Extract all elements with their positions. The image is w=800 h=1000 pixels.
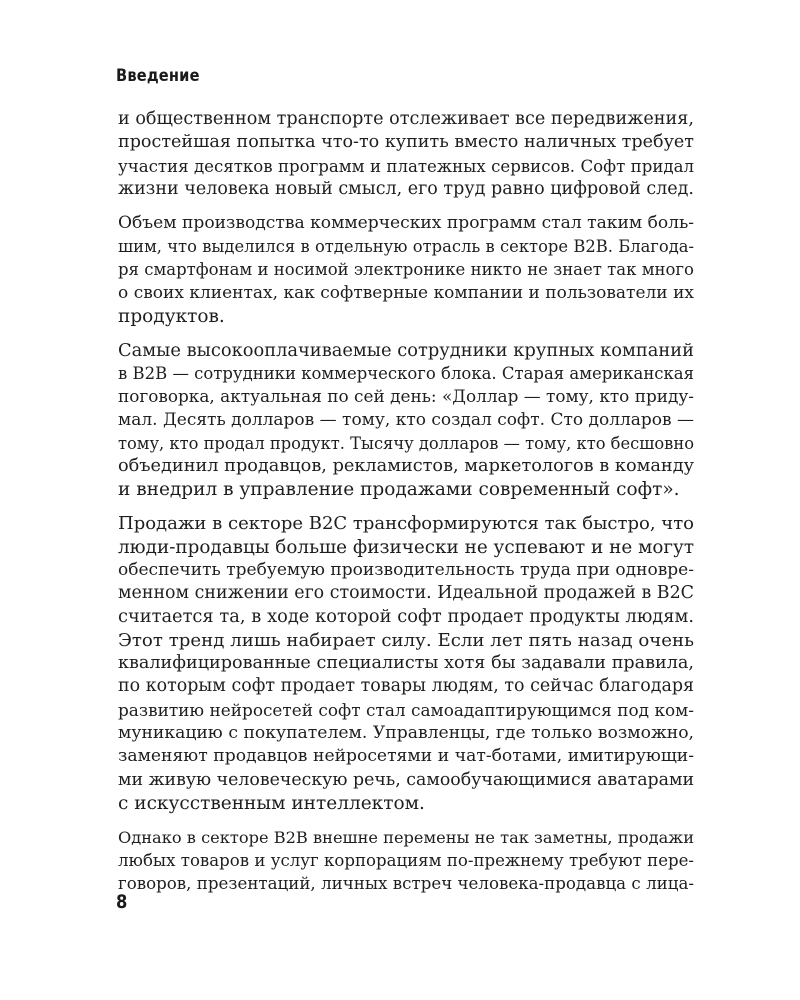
body-text xyxy=(118,108,694,906)
page-number: 8 xyxy=(116,891,128,913)
text-line: мал. Десять долларов — тому, кто создал софт. Сто долларов — xyxy=(118,409,694,430)
text-line: в B2B — сотрудники коммерческого блока. Старая американская xyxy=(118,363,694,383)
running-header: Введение xyxy=(116,66,200,86)
text-line: Этот тренд лишь набирает силу. Если лет пять назад очень xyxy=(118,629,694,651)
text-line: объединил продавцов, рекламистов, маркетологов в команду xyxy=(118,456,694,477)
paragraph-5 xyxy=(118,826,694,896)
text-line: любых товаров и услуг корпорациям по-прежнему требуют пере- xyxy=(118,850,694,870)
text-line: ми живую человеческую речь, самообучающимися аватарами xyxy=(118,769,695,790)
text-line: участия десятков программ и платежных сервисов. Софт придал xyxy=(118,156,694,176)
text-line: продуктов. xyxy=(118,305,225,327)
text-line: шим, что выделился в отдельную отрасль в секторе B2B. Благода- xyxy=(118,236,694,256)
text-line: ря смартфонам и носимой электронике никто не знает так много xyxy=(118,260,694,280)
paragraph-3 xyxy=(118,339,694,502)
paragraph-4 xyxy=(118,512,694,815)
text-line: квалифицированные специалисты хотя бы задавали правила, xyxy=(118,653,694,674)
text-line: муникацию с покупателем. Управленцы, где только возможно, xyxy=(118,722,694,743)
text-line: Объем производства коммерческих программ стал таким боль- xyxy=(118,212,695,233)
text-line: люди-продавцы больше физически не успевают и не могут xyxy=(118,536,694,558)
text-line: поговорка, актуальная по сей день: «Доллар — тому, кто приду- xyxy=(118,386,694,407)
text-line: Продажи в секторе B2C трансформируются так быстро, что xyxy=(118,513,694,535)
text-line: тому, кто продал продукт. Тысячу долларов — тому, кто бесшовно xyxy=(118,433,694,453)
text-line: о своих клиентах, как софтверные компании и пользователи их xyxy=(118,282,694,303)
text-line: жизни человека новый смысл, его труд равно цифровой след. xyxy=(118,178,694,199)
text-line: с искусственным интеллектом. xyxy=(118,792,425,814)
text-line: менном снижении его стоимости. Идеальной продажей в B2C xyxy=(118,583,694,604)
paragraph-1 xyxy=(118,108,694,201)
text-line: и общественном транспорте отслеживает все передвижения, xyxy=(118,109,694,129)
text-line: Однако в секторе B2B внешне перемены не так заметны, продажи xyxy=(118,827,694,847)
paragraph-2 xyxy=(118,212,694,328)
text-line: и внедрил в управление продажами современный софт». xyxy=(118,479,680,501)
text-line: заменяют продавцов нейросетями и чат-ботами, имитирующи- xyxy=(118,746,694,767)
text-line: считается та, в ходе которой софт продает продукты людям. xyxy=(118,606,694,628)
text-line: Самые высокооплачиваемые сотрудники крупных компаний xyxy=(118,339,694,361)
text-line: говоров, презентаций, личных встреч человека-продавца с лица- xyxy=(118,874,694,894)
text-line: простейшая попытка что-то купить вместо наличных требует xyxy=(118,132,694,153)
text-line: по которым софт продает товары людям, то сейчас благодаря xyxy=(118,676,694,697)
text-line: обеспечить требуемую производительность труда при одновре- xyxy=(118,559,694,580)
text-line: развитию нейросетей софт стал самоадаптирующимся под ком- xyxy=(118,699,694,720)
